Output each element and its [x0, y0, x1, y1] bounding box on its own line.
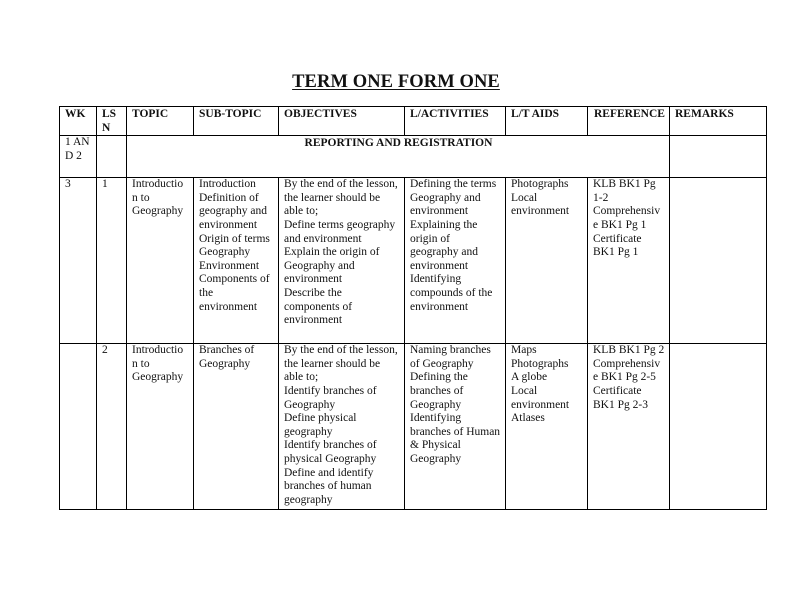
cell-objectives	[279, 178, 405, 344]
aid-line: Atlases	[511, 412, 545, 425]
subtopic-line: Definition of geography and environment	[199, 191, 268, 231]
activity-line: Defining the branches of Geography	[410, 371, 468, 411]
header-subtopic: SUB-TOPIC	[194, 107, 279, 136]
subtopic-line: Origin of terms Geography Environment	[199, 232, 270, 272]
header-wk: WK	[60, 107, 97, 136]
header-lsn: LS N	[97, 107, 127, 136]
cell-reference	[588, 178, 670, 344]
objective-line: Define terms geography and environment	[284, 218, 396, 245]
activity-line: Naming branches of Geography	[410, 344, 491, 370]
activity-line: Identifying compounds of the environment	[410, 273, 493, 313]
header-objectives: OBJECTIVES	[279, 107, 405, 136]
table-row	[60, 178, 767, 344]
reporting-lsn-cell	[97, 136, 127, 178]
activity-line: Defining the terms Geography and environment	[410, 178, 497, 218]
aid-line: Local environment	[511, 191, 570, 218]
objective-line: Identify branches of physical Geography	[284, 439, 377, 465]
reporting-wk-cell: 1 AN D 2	[60, 136, 97, 178]
cell-remarks	[670, 344, 767, 510]
header-topic: TOPIC	[127, 107, 194, 136]
objective-line: By the end of the lesson, the learner should be able to;	[284, 344, 398, 384]
cell-lsn: 2	[97, 344, 127, 510]
cell-subtopic	[194, 344, 279, 510]
table-header-row	[60, 107, 767, 136]
reference-line: Certificate BK1 Pg 2-3	[593, 384, 648, 411]
cell-wk	[60, 344, 97, 510]
aid-line: Maps	[511, 344, 537, 357]
activity-line: Explaining the origin of geography and environment	[410, 218, 479, 272]
cell-aids	[506, 344, 588, 510]
reporting-remarks-cell	[670, 136, 767, 178]
reporting-row	[60, 136, 767, 178]
reference-line: Comprehensive BK1 Pg 1	[593, 205, 661, 231]
header-activities: L/ACTIVITIES	[405, 107, 506, 136]
subtopic-line: Components of the environment	[199, 273, 270, 313]
reference-line: Certificate BK1 Pg 1	[593, 232, 642, 259]
objective-line: Identify branches of Geography	[284, 384, 377, 411]
cell-reference	[588, 344, 670, 510]
objective-line: Explain the origin of Geography and environment	[284, 246, 380, 286]
page-title: TERM ONE FORM ONE	[292, 72, 500, 92]
cell-lsn: 1	[97, 178, 127, 344]
cell-activities	[405, 344, 506, 510]
objective-line: Describe the components of environment	[284, 286, 353, 327]
cell-topic: Introductio n to Geography	[127, 178, 194, 344]
cell-aids	[506, 178, 588, 344]
header-remarks: REMARKS	[670, 107, 767, 136]
reference-line: KLB BK1 Pg 2	[593, 344, 665, 357]
cell-objectives	[279, 344, 405, 510]
reference-line: Comprehensive BK1 Pg 2-5	[593, 357, 661, 384]
cell-subtopic	[194, 178, 279, 344]
objective-line: Define and identify branches of human geography	[284, 466, 374, 506]
cell-activities	[405, 178, 506, 344]
objective-line: By the end of the lesson, the learner should be able to;	[284, 178, 398, 218]
cell-wk: 3	[60, 178, 97, 344]
header-reference: REFERENCE	[588, 107, 670, 136]
reference-line: KLB BK1 Pg 1-2	[593, 178, 656, 204]
scheme-of-work-table	[59, 106, 767, 510]
objective-line: Define physical geography	[284, 412, 357, 438]
table-row	[60, 344, 767, 510]
cell-remarks	[670, 178, 767, 344]
header-aids: L/T AIDS	[506, 107, 588, 136]
activity-line: Identifying branches of Human & Physical Geography	[410, 412, 501, 465]
aid-line: Photographs	[511, 178, 569, 191]
subtopic-line: Introduction	[199, 178, 256, 191]
subtopic-line: Branches of Geography	[199, 344, 255, 370]
aid-line: Local environment	[511, 384, 570, 411]
aid-line: A globe	[511, 371, 548, 384]
cell-topic: Introductio n to Geography	[127, 344, 194, 510]
reporting-label: REPORTING AND REGISTRATION	[127, 136, 670, 178]
aid-line: Photographs	[511, 357, 569, 370]
